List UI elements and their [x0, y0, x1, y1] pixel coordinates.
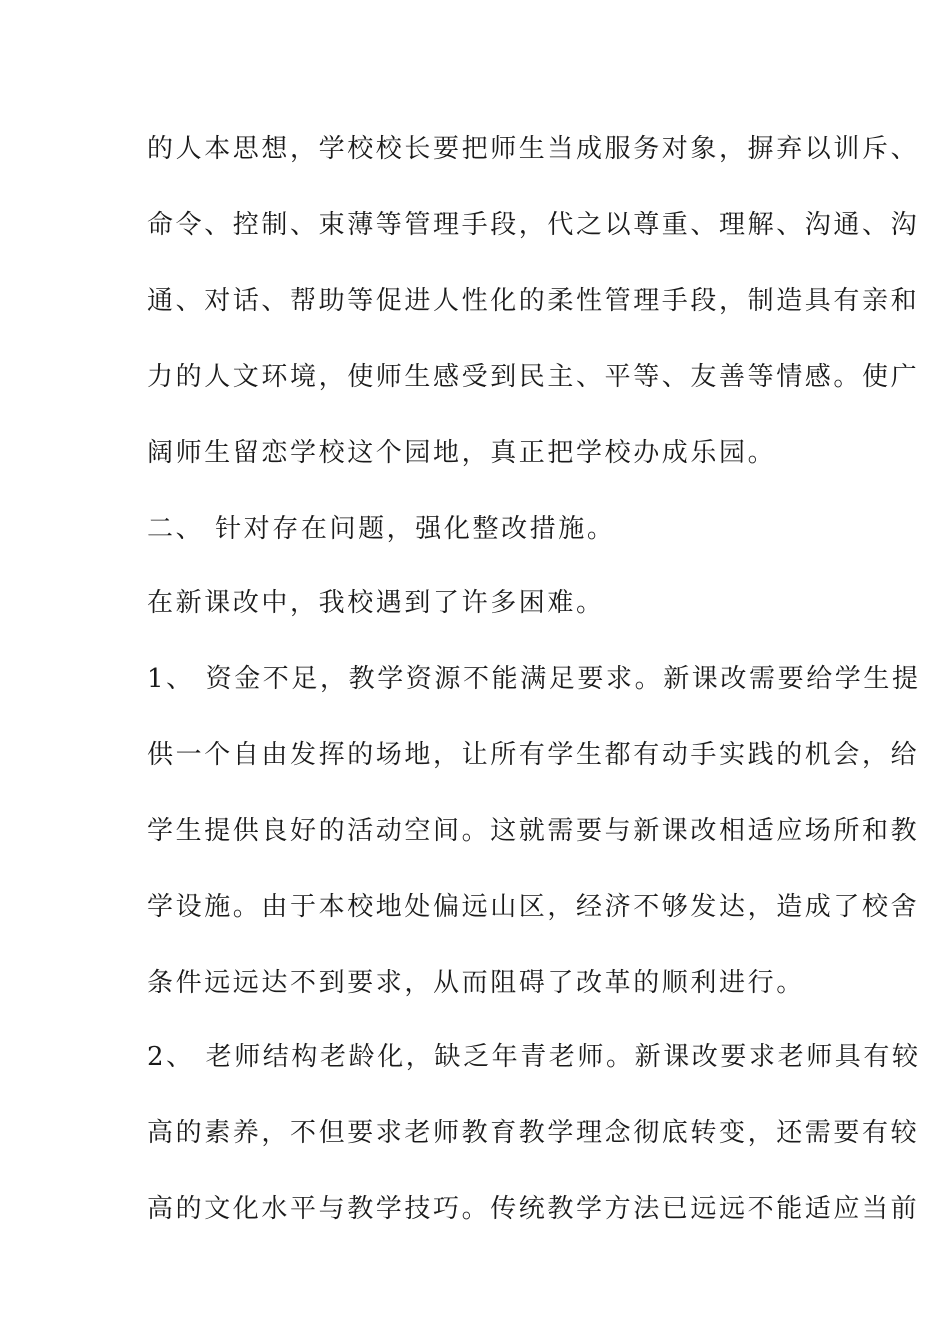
text-line-1: 的人本思想，学校校长要把师生当成服务对象，摒弃以训斥、: [147, 134, 920, 164]
list-item-1-line-4: 学设施。由于本校地处偏远山区，经济不够发达，造成了校舍: [147, 892, 920, 922]
text-line-4: 力的人文环境，使师生感受到民主、平等、友善等情感。使广: [147, 362, 920, 392]
text-line-5: 阔师生留恋学校这个园地，真正把学校办成乐园。: [147, 438, 777, 468]
text-line-2: 命令、控制、束薄等管理手段，代之以尊重、理解、沟通、沟: [147, 210, 920, 240]
text-line-7: 在新课改中，我校遇到了许多困难。: [147, 588, 605, 618]
list-item-2-line-1: 2、 老师结构老龄化，缺乏年青老师。新课改要求老师具有较: [147, 1042, 921, 1072]
list-item-1-line-5: 条件远远达不到要求，从而阻碍了改革的顺利进行。: [147, 968, 805, 998]
list-item-2-line-3: 高的文化水平与教学技巧。传统教学方法已远远不能适应当前: [147, 1194, 920, 1224]
list-item-1-line-3: 学生提供良好的活动空间。这就需要与新课改相适应场所和教: [147, 816, 920, 846]
list-item-1-line-1: 1、 资金不足，教学资源不能满足要求。新课改需要给学生提: [147, 664, 921, 694]
list-item-1-line-2: 供一个自由发挥的场地，让所有学生都有动手实践的机会，给: [147, 740, 920, 770]
section-heading: 二、 针对存在问题，强化整改措施。: [147, 514, 616, 544]
text-line-3: 通、对话、帮助等促进人性化的柔性管理手段，制造具有亲和: [147, 286, 920, 316]
list-item-2-line-2: 高的素养，不但要求老师教育教学理念彻底转变，还需要有较: [147, 1118, 920, 1148]
